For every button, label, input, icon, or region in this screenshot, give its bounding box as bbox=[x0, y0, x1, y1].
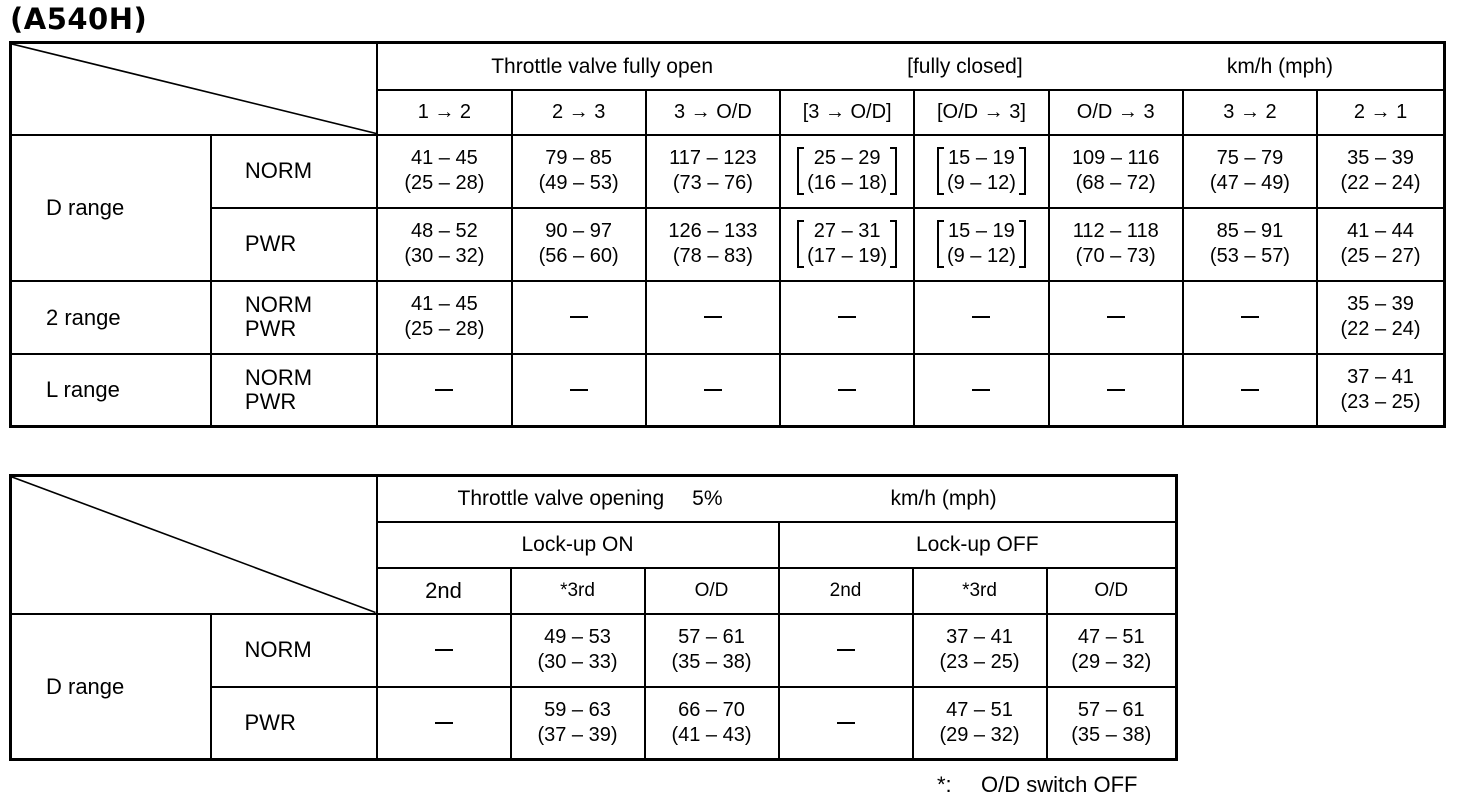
speed-cell bbox=[1317, 354, 1444, 427]
not-applicable-dash bbox=[570, 316, 588, 318]
not-applicable-dash bbox=[435, 389, 453, 391]
diagonal-line bbox=[12, 477, 376, 613]
not-applicable-dash bbox=[972, 316, 990, 318]
speed-value bbox=[939, 625, 1019, 675]
kmh-range: 85 – 91 bbox=[1216, 220, 1284, 242]
kmh-range: 25 – 29 bbox=[813, 147, 881, 169]
kmh-range: 57 – 61 bbox=[1077, 698, 1145, 721]
speed-cell bbox=[377, 687, 511, 760]
kmh-range: 90 – 97 bbox=[545, 220, 612, 242]
speed-cell bbox=[913, 614, 1047, 687]
speed-value bbox=[1210, 146, 1290, 196]
kmh-range: 35 – 39 bbox=[1347, 147, 1414, 169]
not-applicable-dash bbox=[1241, 316, 1259, 318]
mode-label: PWR bbox=[211, 687, 377, 760]
speed-cell bbox=[780, 208, 914, 281]
speed-value bbox=[1071, 625, 1151, 675]
gear-column-header: O/D bbox=[1047, 568, 1177, 614]
speed-cell bbox=[511, 687, 645, 760]
speed-cell bbox=[377, 208, 511, 281]
throttle-percent: 5% bbox=[692, 487, 723, 511]
shift-column-header: 2 → 3 bbox=[512, 90, 646, 135]
speed-value bbox=[939, 698, 1019, 748]
speed-value bbox=[537, 698, 617, 748]
mode-label bbox=[211, 281, 377, 354]
speed-cell bbox=[512, 135, 646, 208]
mode-label: NORM bbox=[211, 614, 377, 687]
speed-value bbox=[539, 146, 619, 196]
speed-cell bbox=[913, 687, 1047, 760]
range-label: L range bbox=[11, 354, 211, 427]
table-row bbox=[11, 354, 1445, 427]
speed-value bbox=[671, 625, 751, 675]
not-applicable-dash bbox=[435, 649, 453, 651]
speed-cell bbox=[1183, 354, 1317, 427]
gear-column-header: 2nd bbox=[377, 568, 511, 614]
not-applicable-dash bbox=[972, 389, 990, 391]
diagonal-line bbox=[12, 44, 376, 134]
speed-cell bbox=[512, 281, 646, 354]
kmh-range: 75 – 79 bbox=[1216, 147, 1284, 169]
shift-column-header: O/D → 3 bbox=[1049, 90, 1183, 135]
page-title: (A540H) bbox=[10, 2, 148, 36]
mph-range: (22 – 24) bbox=[1340, 318, 1421, 340]
speed-value bbox=[668, 219, 757, 269]
speed-value bbox=[1341, 365, 1421, 415]
table-row bbox=[11, 208, 1445, 281]
mph-range: (25 – 28) bbox=[404, 318, 485, 340]
mph-range: (56 – 60) bbox=[538, 245, 619, 267]
mph-range: (17 – 19) bbox=[807, 245, 888, 267]
speed-value bbox=[671, 698, 751, 748]
not-applicable-dash bbox=[704, 389, 722, 391]
not-applicable-dash bbox=[570, 389, 588, 391]
speed-cell bbox=[1183, 281, 1317, 354]
speed-cell bbox=[1183, 208, 1317, 281]
unit-label: km/h (mph) bbox=[1226, 54, 1333, 78]
speed-cell bbox=[511, 614, 645, 687]
speed-cell bbox=[646, 354, 780, 427]
mph-range: (41 – 43) bbox=[671, 723, 752, 746]
speed-value bbox=[1072, 146, 1160, 196]
mph-range: (37 – 39) bbox=[537, 723, 618, 746]
speed-value bbox=[801, 219, 893, 269]
mode-line: NORM bbox=[244, 364, 313, 390]
corner-diagonal-cell bbox=[11, 43, 378, 135]
kmh-range: 117 – 123 bbox=[669, 147, 757, 169]
speed-cell bbox=[779, 614, 913, 687]
speed-cell bbox=[646, 281, 780, 354]
speed-cell bbox=[1049, 281, 1183, 354]
speed-cell bbox=[1317, 281, 1444, 354]
speed-value bbox=[801, 146, 893, 196]
kmh-range: 66 – 70 bbox=[678, 698, 745, 721]
kmh-range: 57 – 61 bbox=[678, 626, 745, 648]
speed-value bbox=[669, 146, 757, 196]
table-row bbox=[11, 281, 1445, 354]
kmh-range: 48 – 52 bbox=[410, 220, 478, 242]
footnote-mark: *: bbox=[937, 772, 952, 797]
kmh-range: 15 – 19 bbox=[948, 220, 1015, 242]
kmh-range: 37 – 41 bbox=[1347, 365, 1414, 388]
speed-cell bbox=[914, 281, 1048, 354]
mph-range: (29 – 32) bbox=[939, 723, 1020, 746]
range-label: D range bbox=[11, 135, 211, 281]
speed-cell bbox=[1317, 208, 1444, 281]
speed-value bbox=[1341, 292, 1421, 342]
kmh-range: 41 – 44 bbox=[1347, 220, 1414, 242]
mph-range: (78 – 83) bbox=[672, 245, 753, 267]
mph-range: (9 – 12) bbox=[946, 245, 1016, 267]
speed-cell bbox=[377, 614, 511, 687]
footnote bbox=[937, 772, 1137, 798]
mode-line: PWR bbox=[244, 388, 297, 414]
throttle-opening-label: Throttle valve opening bbox=[457, 487, 665, 511]
kmh-range: 41 – 45 bbox=[410, 293, 478, 315]
speed-cell bbox=[1049, 354, 1183, 427]
mph-range: (30 – 33) bbox=[537, 651, 618, 673]
shift-column-header: [O/D → 3] bbox=[914, 90, 1048, 135]
mode-label: PWR bbox=[211, 208, 377, 281]
table-row bbox=[11, 135, 1445, 208]
kmh-range: 35 – 39 bbox=[1347, 293, 1414, 315]
mph-range: (35 – 38) bbox=[1071, 723, 1152, 746]
gear-column-header: *3rd bbox=[511, 568, 645, 614]
lockup-speed-table bbox=[9, 474, 1178, 761]
not-applicable-dash bbox=[837, 722, 855, 724]
mode-line: PWR bbox=[244, 316, 297, 341]
not-applicable-dash bbox=[1107, 316, 1125, 318]
speed-value bbox=[1210, 219, 1290, 269]
speed-cell bbox=[645, 687, 779, 760]
speed-cell bbox=[914, 354, 1048, 427]
speed-value bbox=[1073, 219, 1159, 269]
gear-column-header: O/D bbox=[645, 568, 779, 614]
shift-column-header: 1 → 2 bbox=[377, 90, 511, 135]
range-label: D range bbox=[11, 614, 211, 760]
mph-range: (53 – 57) bbox=[1209, 245, 1290, 267]
mph-range: (35 – 38) bbox=[671, 651, 752, 673]
footnote-text: O/D switch OFF bbox=[981, 772, 1138, 797]
mph-range: (25 – 28) bbox=[404, 172, 485, 194]
speed-cell bbox=[1047, 687, 1177, 760]
speed-cell bbox=[645, 614, 779, 687]
mode-label: NORM bbox=[211, 135, 377, 208]
mode-label bbox=[211, 354, 377, 427]
speed-cell bbox=[1183, 135, 1317, 208]
table-row bbox=[11, 614, 1177, 687]
speed-value bbox=[537, 625, 617, 675]
mph-range: (22 – 24) bbox=[1340, 172, 1421, 194]
not-applicable-dash bbox=[838, 316, 856, 318]
speed-value bbox=[404, 219, 484, 269]
speed-value bbox=[1071, 698, 1151, 748]
speed-value bbox=[941, 219, 1022, 269]
mph-range: (47 – 49) bbox=[1209, 172, 1290, 194]
speed-value bbox=[539, 219, 619, 269]
shift-column-header: 3 → 2 bbox=[1183, 90, 1317, 135]
fully-closed-label: [fully closed] bbox=[907, 54, 1023, 78]
kmh-range: 47 – 51 bbox=[1077, 626, 1145, 648]
kmh-range: 112 – 118 bbox=[1072, 220, 1159, 242]
speed-cell bbox=[1317, 135, 1444, 208]
speed-cell bbox=[914, 208, 1048, 281]
mph-range: (29 – 32) bbox=[1071, 651, 1152, 673]
mph-range: (49 – 53) bbox=[538, 172, 619, 194]
lockup-on-header: Lock-up ON bbox=[377, 522, 779, 568]
speed-cell bbox=[780, 354, 914, 427]
speed-cell bbox=[1049, 208, 1183, 281]
kmh-range: 15 – 19 bbox=[948, 147, 1015, 169]
speed-cell bbox=[914, 135, 1048, 208]
speed-value bbox=[404, 292, 484, 342]
speed-value bbox=[941, 146, 1022, 196]
mode-line: NORM bbox=[244, 292, 313, 317]
mph-range: (25 – 27) bbox=[1340, 245, 1421, 267]
not-applicable-dash bbox=[838, 389, 856, 391]
shift-column-header: 2 → 1 bbox=[1317, 90, 1444, 135]
speed-cell bbox=[512, 354, 646, 427]
shift-column-header: 3 → O/D bbox=[646, 90, 780, 135]
speed-cell bbox=[646, 135, 780, 208]
kmh-range: 49 – 53 bbox=[544, 626, 611, 648]
speed-value bbox=[1341, 146, 1421, 196]
range-label: 2 range bbox=[11, 281, 211, 354]
shift-column-header: [3 → O/D] bbox=[780, 90, 914, 135]
speed-cell bbox=[377, 281, 511, 354]
gear-column-header: 2nd bbox=[779, 568, 913, 614]
speed-cell bbox=[1049, 135, 1183, 208]
speed-cell bbox=[377, 354, 511, 427]
kmh-range: 47 – 51 bbox=[946, 698, 1013, 721]
speed-cell bbox=[377, 135, 511, 208]
speed-cell bbox=[779, 687, 913, 760]
kmh-range: 79 – 85 bbox=[545, 147, 612, 169]
kmh-range: 59 – 63 bbox=[544, 698, 611, 721]
not-applicable-dash bbox=[1107, 389, 1125, 391]
not-applicable-dash bbox=[704, 316, 722, 318]
kmh-range: 37 – 41 bbox=[946, 626, 1013, 648]
lockup-off-header: Lock-up OFF bbox=[779, 522, 1177, 568]
kmh-range: 27 – 31 bbox=[813, 220, 881, 242]
speed-value bbox=[404, 146, 484, 196]
speed-cell bbox=[646, 208, 780, 281]
mph-range: (30 – 32) bbox=[404, 245, 485, 267]
not-applicable-dash bbox=[435, 722, 453, 724]
mph-range: (23 – 25) bbox=[1340, 390, 1421, 413]
speed-cell bbox=[780, 135, 914, 208]
speed-value bbox=[1341, 219, 1421, 269]
kmh-range: 126 – 133 bbox=[668, 220, 758, 242]
shift-speed-table bbox=[9, 41, 1446, 428]
mph-range: (68 – 72) bbox=[1075, 172, 1156, 194]
gear-column-header: *3rd bbox=[913, 568, 1047, 614]
unit-label-2: km/h (mph) bbox=[890, 487, 997, 511]
kmh-range: 41 – 45 bbox=[410, 147, 478, 169]
mph-range: (16 – 18) bbox=[807, 172, 888, 194]
not-applicable-dash bbox=[837, 649, 855, 651]
throttle-open-label: Throttle valve fully open bbox=[491, 54, 714, 78]
not-applicable-dash bbox=[1241, 389, 1259, 391]
throttle-opening-header bbox=[377, 476, 1177, 522]
corner-diagonal-cell-2 bbox=[11, 476, 377, 614]
throttle-header bbox=[377, 43, 1444, 90]
speed-cell bbox=[512, 208, 646, 281]
mph-range: (9 – 12) bbox=[946, 172, 1016, 194]
speed-cell bbox=[1047, 614, 1177, 687]
mph-range: (23 – 25) bbox=[939, 651, 1020, 673]
mph-range: (70 – 73) bbox=[1075, 245, 1156, 267]
speed-cell bbox=[780, 281, 914, 354]
kmh-range: 109 – 116 bbox=[1071, 147, 1160, 169]
mph-range: (73 – 76) bbox=[672, 172, 753, 194]
